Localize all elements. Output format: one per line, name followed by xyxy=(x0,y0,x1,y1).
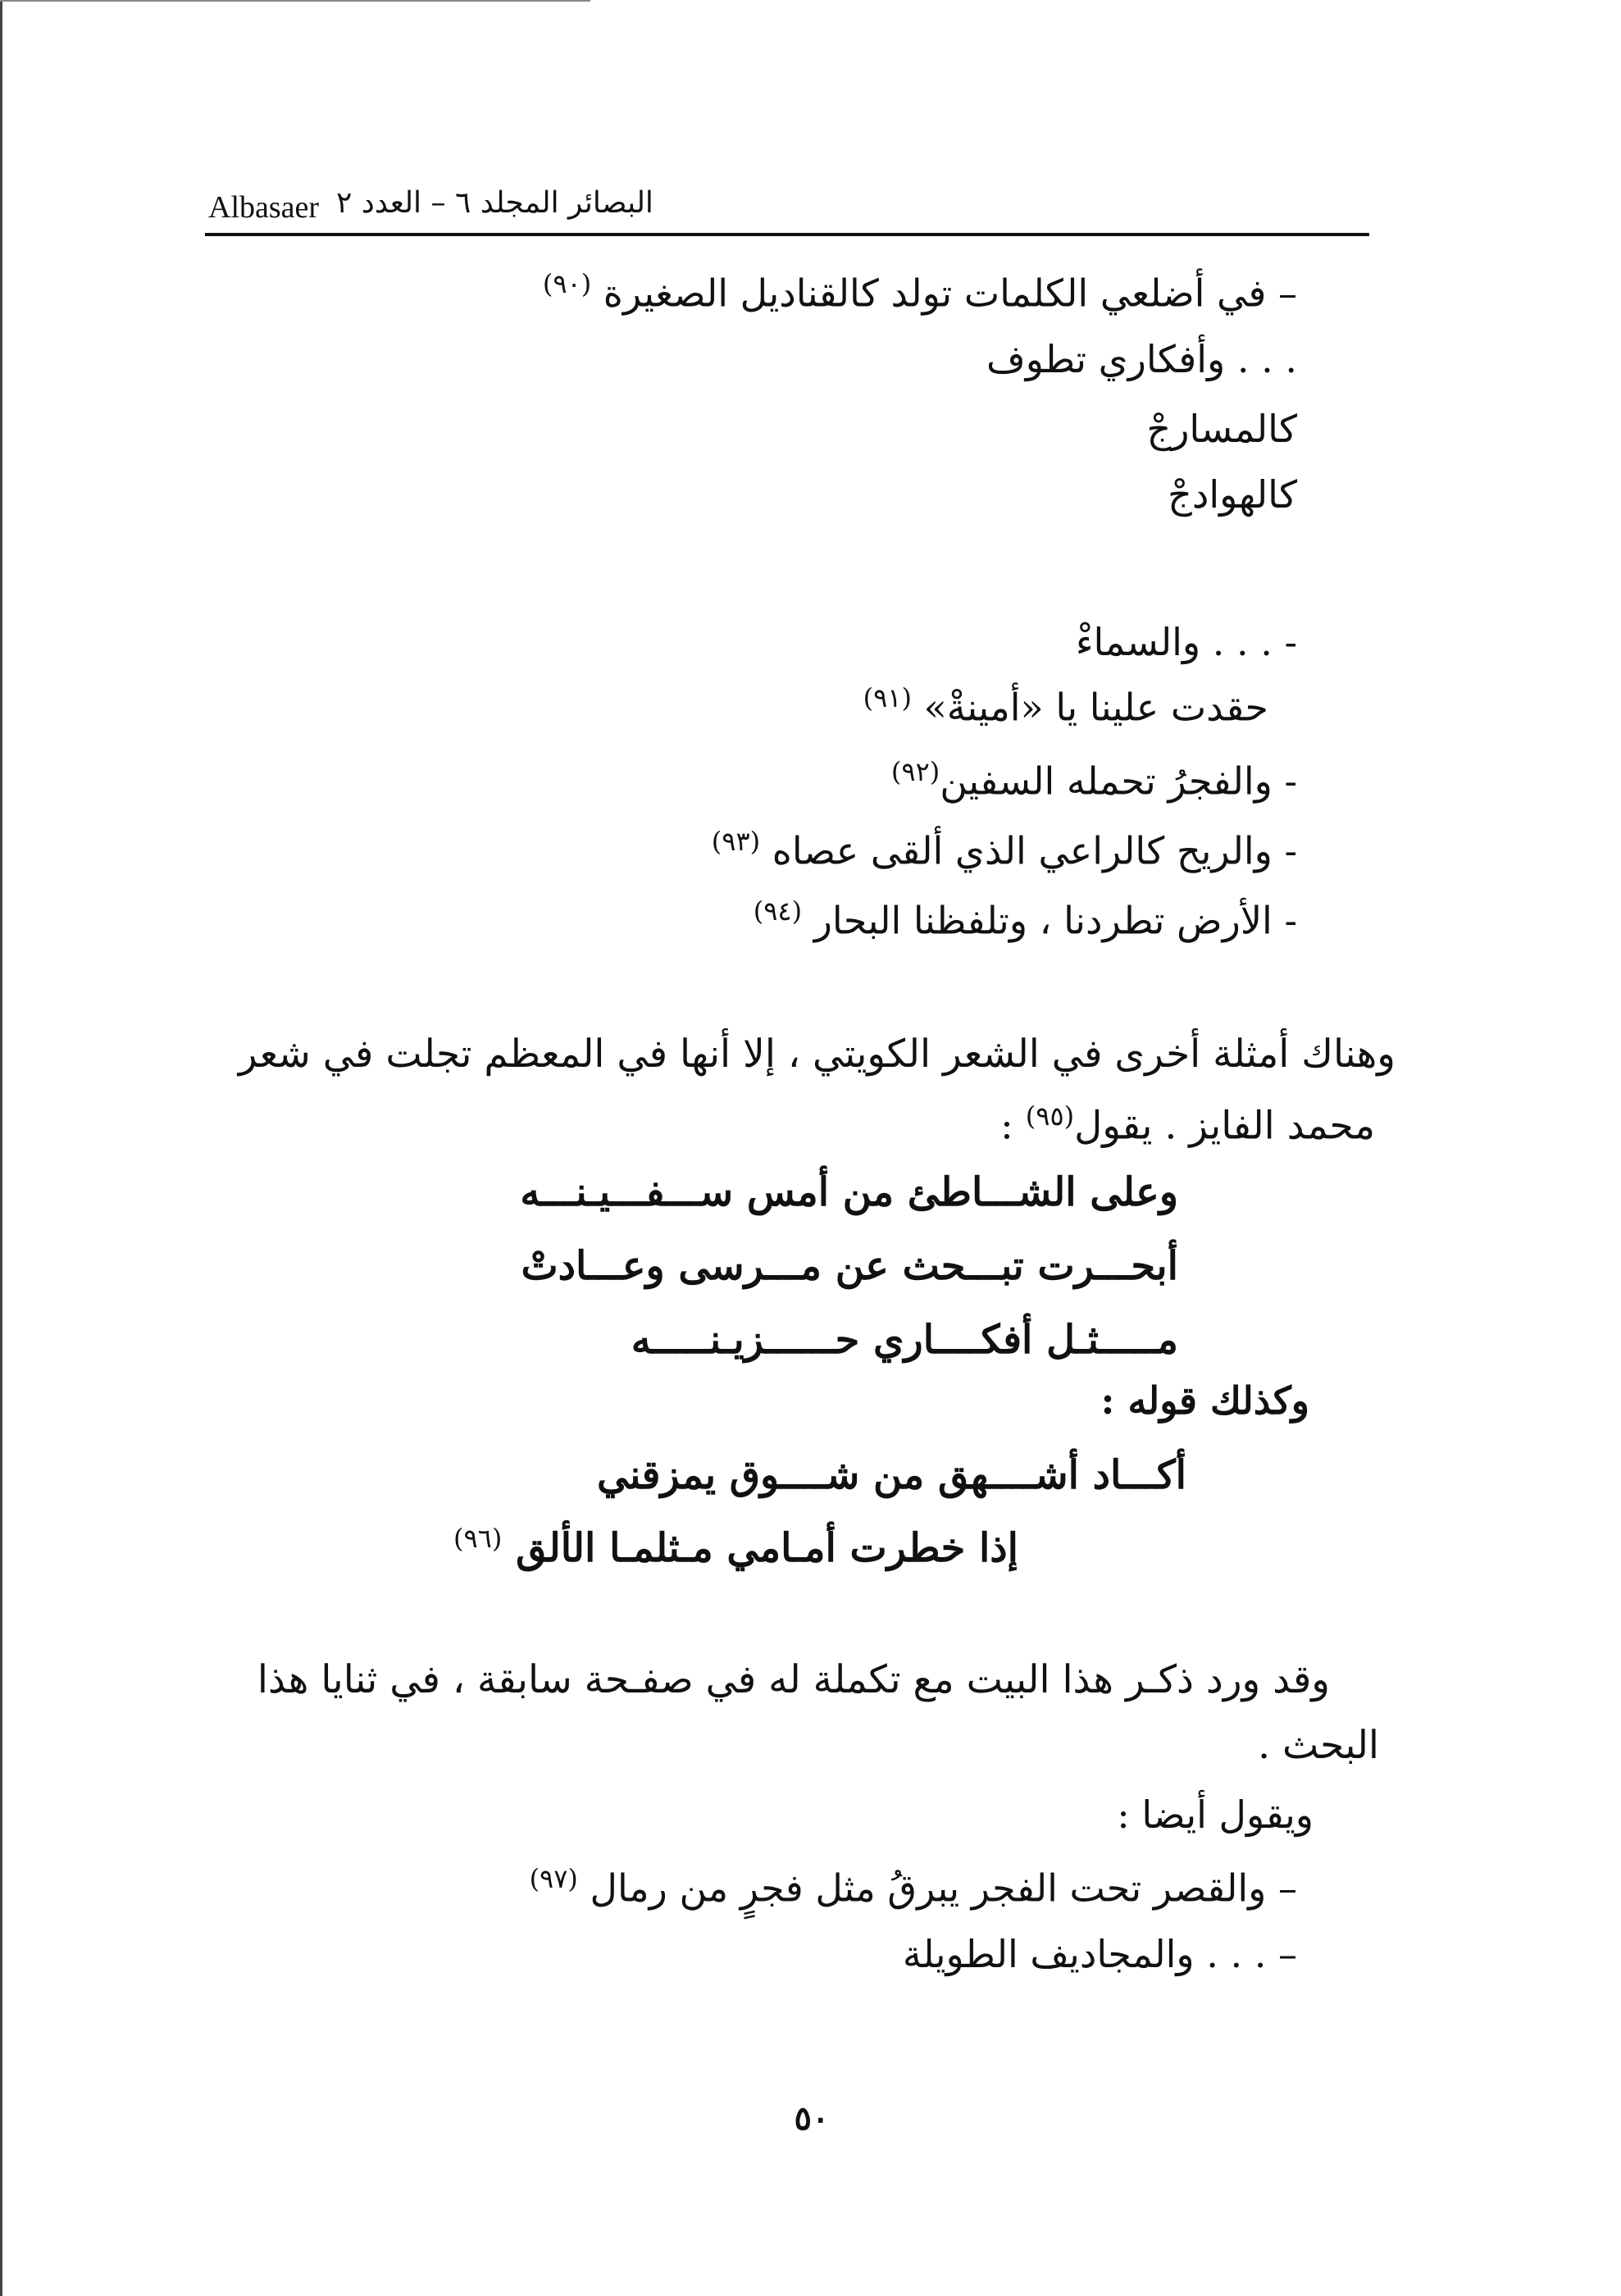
poem-line: - . . . والسماءْ xyxy=(1075,620,1297,664)
footnote-ref: (٩٧) xyxy=(529,1863,578,1894)
page-number: ٥٠ xyxy=(794,2099,830,2138)
poem-line: – والقصر تحت الفجر يبرقُ مثل فجرٍ من رمال $^{(٩٧)}$ xyxy=(529,1863,1297,1911)
verse-line: أكـــاد أشــــهق من شــــوق يمزقني xyxy=(597,1452,1186,1498)
scan-edge-top xyxy=(0,0,590,2)
poem-line: – . . . والمجاديف الطويلة xyxy=(902,1932,1297,1976)
footnote-ref: (٩٥) xyxy=(1025,1100,1075,1132)
scan-edge-left xyxy=(0,0,2,2296)
paragraph-line: البحث . xyxy=(1258,1723,1379,1768)
journal-name-latin: Albasaer xyxy=(208,190,320,225)
poem-line: كالهوادجْ xyxy=(1168,472,1297,517)
footnote-ref: (٩٦) xyxy=(453,1523,503,1554)
footnote-ref: (٩٤) xyxy=(753,895,803,927)
intro-line: ويقول أيضا : xyxy=(1117,1793,1314,1837)
poem-line: – في أضلعي الكلمات تولد كالقناديل الصغيرة $^{(٩٠)}$ xyxy=(542,268,1297,316)
poem-line: كالمسارجْ xyxy=(1146,407,1297,451)
poem-line: - والريح كالراعي الذي ألقى عصاه $^{(٩٣)}$ xyxy=(711,826,1297,873)
journal-name-arabic: البصائر المجلد ٦ – العدد ٢ xyxy=(336,186,653,220)
running-header xyxy=(205,184,1369,234)
verse-line: إذا خطرت أمـامي مـثلمـا الألق $^{(٩٦)}$ xyxy=(453,1523,1018,1571)
verse-line: وعلى الشـــاطئ من أمس ســـفـــيـنـــه xyxy=(520,1169,1178,1215)
footnote-ref: (٩١) xyxy=(863,682,912,713)
footnote-ref: (٩٣) xyxy=(711,826,761,857)
footnote-ref: (٩٠) xyxy=(542,268,592,299)
poem-line: حقدت علينا يا «أمينةْ» $^{(٩١)}$ xyxy=(863,682,1268,730)
transition-line: وكذلك قوله : xyxy=(1100,1378,1309,1423)
paragraph-line: محمد الفايز . يقول$^{(٩٥)}$ : xyxy=(999,1100,1375,1149)
verse-line: مـــــثـل أفكــــاري حــــــزيـنـــــه xyxy=(631,1317,1178,1363)
poem-line: - والفجرُ تحمله السفين$^{(٩٢)}$ xyxy=(890,756,1297,804)
paragraph-line: وقد ورد ذكـر هذا البيت مع تكملة له في صفـحة سابقة ، في ثنايا هذا xyxy=(257,1657,1330,1702)
paragraph-line: وهناك أمثلة أخرى في الشعر الكويتي ، إلا أنها في المعظم تجلت في شعر xyxy=(238,1032,1396,1077)
header-rule xyxy=(205,233,1369,236)
poem-line: - الأرض تطردنا ، وتلفظنا البحار $^{(٩٤)}$ xyxy=(753,895,1297,943)
footnote-ref: (٩٢) xyxy=(890,756,940,787)
poem-line: . . . وأفكاري تطوف xyxy=(986,337,1297,381)
verse-line: أبحـــرت تبـــحث عن مـــرسى وعـــادتْ xyxy=(521,1243,1178,1289)
